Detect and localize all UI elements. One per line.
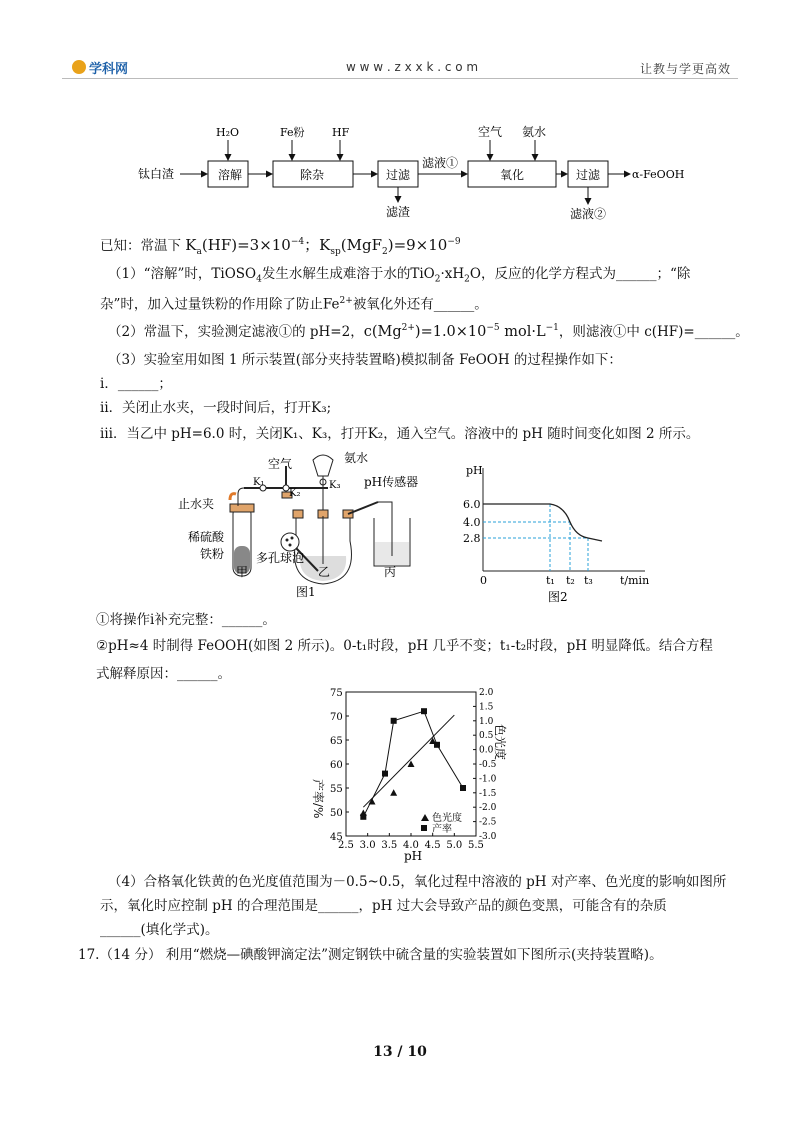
fig2-xtick-t3: t₃ — [584, 574, 593, 587]
y-right-tick-label: -2.5 — [479, 817, 497, 828]
step-dissolve: 溶解 — [218, 168, 243, 182]
q4-line-3: ______(填化学式)。 — [100, 922, 219, 938]
q2-part-a: （2）常温下，实验测定滤液①的 pH=2， — [108, 323, 364, 340]
fig2-ylabel: pH — [466, 464, 483, 477]
q4-line-2: 示，氧化时应控制 pH 的合理范围是______，pH 过大会导致产品的颜色变黑，可能含有的杂质 — [100, 898, 667, 914]
x-tick-label: 4.5 — [424, 840, 441, 851]
x-tick-label: 3.0 — [359, 840, 376, 851]
q2-line — [108, 318, 749, 342]
yield-point — [421, 708, 427, 714]
label-k3: K₃ — [329, 480, 341, 491]
yield-point — [460, 785, 466, 791]
brand-logo-icon — [72, 60, 86, 74]
q17-line: 17.（14 分） 利用“燃烧—碘酸钾滴定法”测定钢铁中硫含量的实验装置如下图所示(夹持装置略)。 — [78, 947, 663, 963]
process-flowchart — [130, 118, 700, 228]
figure-2-caption: 图2 — [548, 590, 568, 604]
y-right-tick-label: -2.0 — [479, 803, 497, 814]
yield-point — [434, 742, 440, 748]
label-k2: K₂ — [289, 488, 301, 499]
water-clamp — [230, 494, 236, 500]
flow-start: 钛白渣 — [138, 167, 175, 181]
y-right-tick-label: 1.0 — [479, 716, 494, 727]
y-tick-label: 55 — [330, 784, 343, 795]
y-tick-label: 45 — [330, 832, 343, 843]
y-right-tick-label: 0.5 — [479, 731, 494, 742]
q1-line2-a: 杂”时，加入过量铁粉的作用除了防止Fe — [100, 296, 340, 313]
yield-point — [360, 814, 366, 820]
q1-part-c: ·xH — [440, 266, 465, 282]
yield-line — [363, 711, 463, 817]
fig2-xtick-t2: t₂ — [566, 574, 575, 587]
x-tick-label: 5.5 — [468, 840, 484, 851]
q2-mg-conc: $c(Mg^{2+})=1.0\times 10^{-5}$ $mol\cdot L^{-1}$ — [363, 323, 559, 340]
chart-xlabel: pH — [404, 849, 423, 863]
y-right-tick-label: 0.0 — [479, 745, 494, 756]
figure-1-apparatus — [178, 446, 438, 602]
known-prefix: 已知：常温下 — [100, 238, 181, 254]
residue-label: 滤渣 — [386, 205, 411, 219]
slogan: 让教与学更高效 — [640, 62, 732, 76]
chart-ylabel-right: 色光度 — [493, 724, 507, 761]
label-water-clamp: 止水夹 — [178, 497, 215, 511]
q3-intro: （3）实验室用如图 1 所示装置(部分夹持装置略)模拟制备 FeOOH 的过程操作如下： — [108, 352, 622, 368]
fig2-ytick-2.8: 2.8 — [463, 532, 481, 545]
colorimetry-point — [390, 789, 397, 796]
filtrate-1-label: 滤液① — [422, 156, 459, 170]
q3-sub-2-line2: 式解释原因：______。 — [96, 666, 231, 682]
step-oxidize: 氧化 — [500, 168, 525, 182]
label-jia: 甲 — [236, 565, 249, 579]
figure-1-caption: 图1 — [296, 585, 316, 599]
filtrate-2-label: 滤液② — [570, 207, 607, 221]
label-iron-powder: 铁粉 — [200, 547, 225, 561]
colorimetry-trend-line — [363, 715, 454, 807]
q3-step-iii: ⅲ．当乙中 pH=6.0 时，关闭K₁、K₃，打开K₂，通入空气。溶液中的 pH 随时间变化如图 2 所示。 — [100, 426, 700, 442]
y-tick-label: 75 — [330, 688, 343, 699]
q1-part-b: 发生水解生成难溶于水的TiO — [261, 266, 435, 282]
y-right-tick-label: -0.5 — [479, 760, 497, 770]
known-line — [100, 232, 461, 262]
step-purify: 除杂 — [300, 168, 325, 182]
q3-sub-1: ①将操作ⅰ补充完整：______。 — [96, 612, 276, 628]
page-number: 13 / 10 — [373, 1044, 427, 1060]
y-right-tick-label: -1.0 — [479, 774, 497, 785]
legend-colorimetry: 色光度 — [432, 813, 462, 824]
chart-legend — [421, 811, 462, 835]
y-right-tick-label: 2.0 — [479, 688, 494, 698]
fig2-xtick-0: 0 — [480, 574, 487, 587]
label-bing: 丙 — [384, 565, 397, 579]
yield-point — [382, 771, 388, 777]
legend-triangle-marker — [421, 814, 429, 821]
fig2-xtick-t1: t₁ — [546, 574, 555, 587]
y-right-tick-label: -3.0 — [479, 832, 497, 842]
q3-sub-2-line1: ②pH≈4 时制得 FeOOH(如图 2 所示)。0-t₁时段，pH 几乎不变；t₁-t₂时段，pH 明显降低。结合方程 — [96, 638, 713, 654]
q3-step-i: ⅰ．______； — [100, 376, 172, 392]
y-tick-label: 65 — [330, 736, 343, 747]
yield-colorimetry-chart — [300, 684, 510, 864]
header-divider — [62, 78, 738, 79]
q4-line-1: （4）合格氧化铁黄的色光度值范围为－0.5~0.5，氧化过程中溶液的 pH 对产率、色光度的影响如图所 — [108, 874, 727, 890]
q1-line-2: 杂”时，加入过量铁粉的作用除了防止$Fe^{2+}$被氧化外还有______。 — [100, 296, 488, 313]
label-air: 空气 — [268, 457, 293, 471]
legend-square-marker — [421, 825, 427, 831]
step-filter-1: 过滤 — [386, 168, 411, 182]
input-air: 空气 — [478, 125, 503, 139]
x-tick-label: 3.5 — [381, 840, 398, 851]
y-right-tick-label: 1.5 — [479, 702, 494, 713]
legend-yield: 产率 — [432, 824, 452, 835]
y-tick-label: 70 — [330, 712, 343, 723]
x-tick-label: 4.0 — [403, 840, 419, 851]
step-filter-2: 过滤 — [576, 168, 601, 182]
yield-point — [391, 718, 397, 724]
stopper-jia — [230, 504, 254, 512]
fig2-ytick-6: 6.0 — [463, 498, 481, 511]
label-yi: 乙 — [318, 565, 331, 579]
fig2-xlabel: t/min — [620, 574, 650, 587]
figure-2-ph-time — [460, 456, 660, 606]
y-tick-label: 50 — [330, 808, 343, 819]
q1-line-1: （1）“溶解”时，TiOSO$_4$发生水解生成难溶于水的$TiO_2\cdot xH_2O$，反应的化学方程式为______；“除 — [108, 266, 691, 285]
input-water: H₂O — [216, 126, 240, 139]
flow-product: α-FeOOH — [632, 168, 685, 181]
input-ammonia: 氨水 — [522, 125, 547, 139]
dropping-funnel — [313, 455, 333, 476]
q1-part-d: O，反应的化学方程式为______；“除 — [469, 266, 691, 282]
input-hf: HF — [332, 126, 350, 139]
y-right-tick-label: -1.5 — [479, 788, 497, 799]
q1-part-a: （1）“溶解”时，TiOSO — [108, 266, 257, 282]
known-ka-formula: $K_a(HF)=3\times 10^{-4}$；$K_{sp}(MgF_2)=9\times 10^{-9}$ — [185, 236, 461, 257]
q1-line2-b: 被氧化外还有______。 — [352, 296, 488, 313]
label-k1: K₁ — [253, 477, 265, 488]
site-url[interactable]: w w w . z x x k . c o m — [346, 60, 479, 74]
y-tick-label: 60 — [330, 760, 343, 771]
chart-ylabel: 产率/% — [311, 779, 325, 819]
brand-name: 学科网 — [89, 62, 129, 77]
label-porous-bubbler: 多孔球泡 — [256, 551, 305, 565]
x-tick-label: 5.0 — [446, 840, 463, 851]
label-ph-sensor: pH传感器 — [364, 475, 419, 489]
input-iron-powder: Fe粉 — [280, 126, 305, 139]
label-dilute-acid: 稀硫酸 — [188, 530, 225, 544]
x-tick-label: 2.5 — [338, 840, 354, 851]
fig2-ytick-4: 4.0 — [463, 516, 481, 529]
q3-step-ii: ⅱ．关闭止水夹，一段时间后，打开K₃; — [100, 400, 332, 416]
label-ammonia: 氨水 — [344, 451, 369, 465]
q2-part-b: ，则滤液①中 c(HF)=______。 — [558, 323, 749, 340]
